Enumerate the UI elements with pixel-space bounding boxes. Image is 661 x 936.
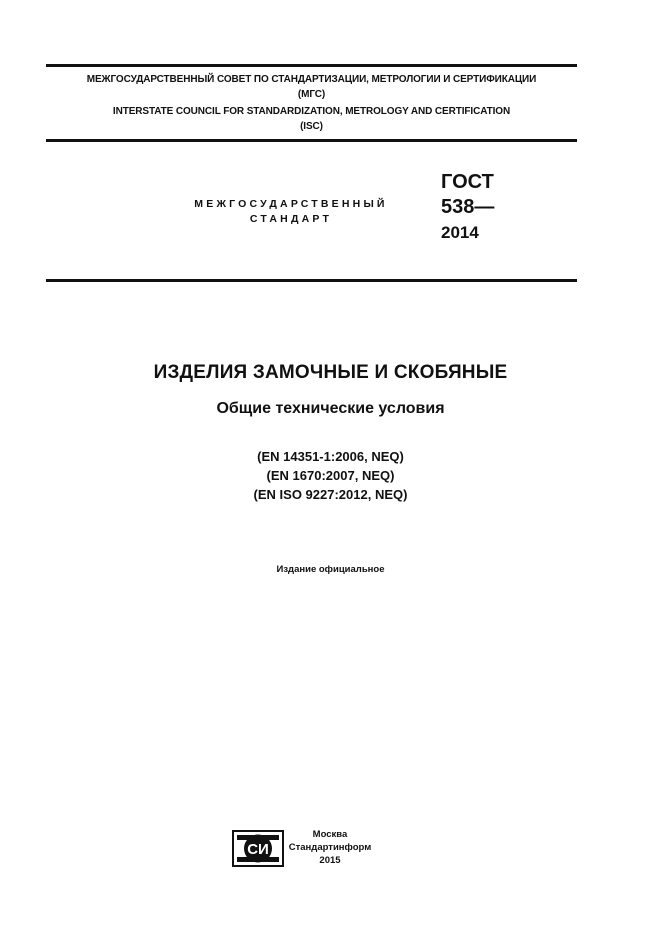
- council-ru: [46, 72, 577, 102]
- council-en: [46, 104, 577, 134]
- standard-type-line2: СТАНДАРТ: [249, 213, 333, 225]
- header-divider: [46, 139, 577, 142]
- gost-designation: [441, 170, 494, 245]
- council-en-abbr: (ISC): [300, 121, 323, 132]
- gost-year: 2014: [441, 223, 479, 242]
- document-title: ИЗДЕЛИЯ ЗАМОЧНЫЕ И СКОБЯНЫЕ: [153, 362, 508, 383]
- gost-number: 538—: [441, 196, 495, 218]
- publisher-city: Москва: [312, 829, 348, 840]
- logo-text: СИ: [247, 841, 269, 858]
- reference-item: (EN 1670:2007, NEQ): [266, 468, 395, 483]
- council-ru-abbr: (МГС): [297, 89, 326, 100]
- standartinform-logo-icon: [232, 830, 284, 867]
- council-ru-name: МЕЖГОСУДАРСТВЕННЫЙ СОВЕТ ПО СТАНДАРТИЗАЦИИ, МЕТРОЛОГИИ И СЕРТИФИКАЦИИ: [86, 74, 537, 85]
- standard-references: [0, 447, 661, 504]
- reference-item: (EN ISO 9227:2012, NEQ): [253, 487, 408, 502]
- publisher-name: Стандартинформ: [288, 842, 372, 853]
- gost-label: ГОСТ: [441, 171, 494, 193]
- reference-item: (EN 14351-1:2006, NEQ): [257, 449, 404, 464]
- document-subtitle: Общие технические условия: [216, 400, 445, 417]
- edition-note: Издание официальное: [276, 564, 385, 575]
- publisher-info: [284, 828, 376, 867]
- designation-divider: [46, 279, 577, 282]
- publisher-year: 2015: [319, 855, 341, 866]
- standard-type: [160, 197, 422, 227]
- standard-type-line1: МЕЖГОСУДАРСТВЕННЫЙ: [194, 198, 388, 210]
- top-rule: [46, 64, 577, 67]
- council-en-name: INTERSTATE COUNCIL FOR STANDARDIZATION, METROLOGY AND CERTIFICATION: [112, 106, 511, 117]
